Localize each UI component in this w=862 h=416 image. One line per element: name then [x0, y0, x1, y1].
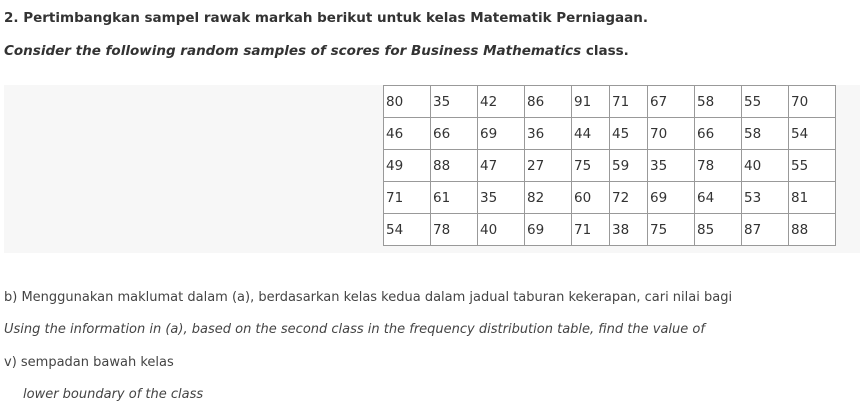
table-cell: 71: [384, 182, 431, 214]
table-cell: 61: [431, 182, 478, 214]
table-cell: 53: [742, 182, 789, 214]
table-cell: 69: [648, 182, 695, 214]
table-cell: 64: [695, 182, 742, 214]
question-title-english: [4, 42, 629, 60]
table-cell: 44: [572, 118, 610, 150]
part-v-question-english: lower boundary of the class: [23, 387, 204, 402]
table-row: [384, 118, 836, 150]
table-cell: 71: [610, 86, 648, 118]
table-cell: 70: [789, 86, 836, 118]
table-cell: 36: [525, 118, 572, 150]
table-cell: 75: [572, 150, 610, 182]
table-cell: 85: [695, 214, 742, 246]
table-cell: 35: [648, 150, 695, 182]
table-cell: 67: [648, 86, 695, 118]
question-title-english-italic: Consider the following random samples of scores for Business Mathematics: [4, 43, 582, 59]
table-cell: 78: [431, 214, 478, 246]
table-cell: 88: [789, 214, 836, 246]
table-cell: 60: [572, 182, 610, 214]
table-cell: 86: [525, 86, 572, 118]
table-cell: 87: [742, 214, 789, 246]
table-cell: 69: [525, 214, 572, 246]
table-row: [384, 150, 836, 182]
table-cell: 70: [648, 118, 695, 150]
table-cell: 72: [610, 182, 648, 214]
table-cell: 54: [384, 214, 431, 246]
table-cell: 55: [789, 150, 836, 182]
table-cell: 58: [742, 118, 789, 150]
table-cell: 38: [610, 214, 648, 246]
table-cell: 59: [610, 150, 648, 182]
table-cell: 81: [789, 182, 836, 214]
table-cell: 71: [572, 214, 610, 246]
table-cell: 40: [742, 150, 789, 182]
table-cell: 49: [384, 150, 431, 182]
table-cell: 66: [695, 118, 742, 150]
table-cell: 47: [478, 150, 525, 182]
table-cell: 45: [610, 118, 648, 150]
scores-table: [383, 85, 836, 246]
part-b-instruction: b) Menggunakan maklumat dalam (a), berdasarkan kelas kedua dalam jadual taburan kekerapan, cari nilai bagi: [4, 290, 733, 305]
table-cell: 55: [742, 86, 789, 118]
table-row: [384, 86, 836, 118]
table-cell: 75: [648, 214, 695, 246]
table-cell: 58: [695, 86, 742, 118]
table-cell: 35: [478, 182, 525, 214]
part-b-instruction-english: Using the information in (a), based on the second class in the frequency distribution table, find the value of: [4, 322, 705, 337]
table-cell: 91: [572, 86, 610, 118]
table-row: [384, 182, 836, 214]
table-cell: 82: [525, 182, 572, 214]
table-cell: 66: [431, 118, 478, 150]
table-cell: 54: [789, 118, 836, 150]
table-cell: 69: [478, 118, 525, 150]
scores-table-body: [384, 86, 836, 246]
table-cell: 27: [525, 150, 572, 182]
question-title-english-tail: class.: [581, 43, 629, 59]
table-cell: 80: [384, 86, 431, 118]
table-row: [384, 214, 836, 246]
table-cell: 40: [478, 214, 525, 246]
table-cell: 88: [431, 150, 478, 182]
table-cell: 46: [384, 118, 431, 150]
question-title: 2. Pertimbangkan sampel rawak markah berikut untuk kelas Matematik Perniagaan.: [4, 10, 648, 26]
table-cell: 35: [431, 86, 478, 118]
part-v-question: v) sempadan bawah kelas: [4, 355, 174, 370]
table-cell: 78: [695, 150, 742, 182]
table-cell: 42: [478, 86, 525, 118]
